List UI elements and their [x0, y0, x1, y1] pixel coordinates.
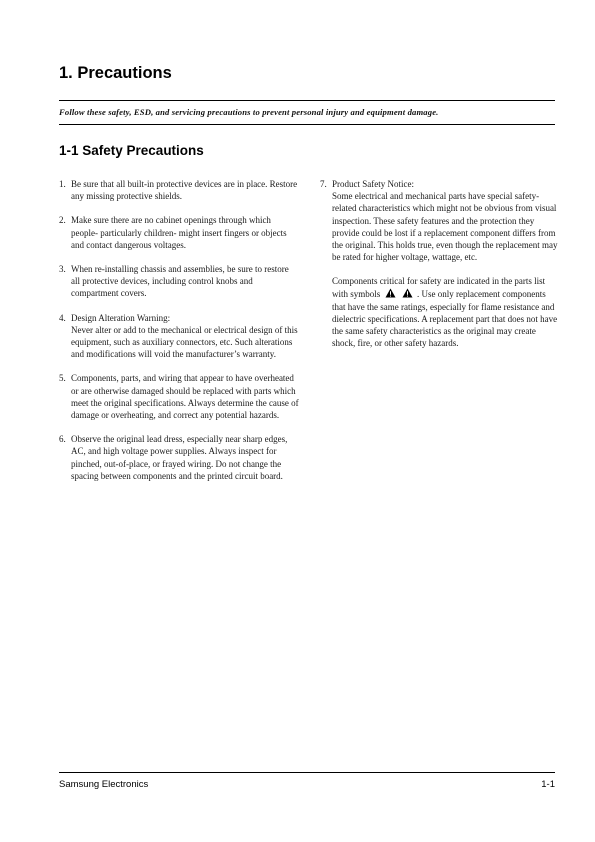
item-number: 4. — [59, 312, 66, 323]
intro-text: Follow these safety, ESD, and servicing precautions to prevent personal injury and equipment damage. — [59, 107, 439, 117]
item-text: Never alter or add to the mechanical or electrical design of this equipment, such as auxiliary connectors, etc. Such alterations and modifications will void the manufacturer’s warranty. — [71, 324, 298, 360]
footer-page-number: 1-1 — [541, 779, 555, 790]
left-column — [59, 178, 299, 494]
item-number: 2. — [59, 215, 66, 226]
section-title: 1-1 Safety Precautions — [59, 143, 204, 158]
item-heading: Design Alteration Warning: — [71, 312, 171, 323]
right-column — [320, 178, 560, 362]
item-text: Some electrical and mechanical parts have special safety-related characteristics which might not be obvious from visual inspection. These safety features and the protection they provide could be lost if a replacement component differs from the original. This holds true, even though the replacement may be rated for higher voltage, wattage, etc. — [332, 191, 558, 263]
item-paragraph — [332, 275, 560, 349]
intro-divider — [59, 124, 555, 125]
item-text: When re-installing chassis and assemblies, be sure to restore all protective devices, including control knobs and compartment covers. — [71, 264, 289, 299]
chapter-title: 1. Precautions — [59, 64, 172, 82]
footer-company: Samsung Electronics — [59, 779, 149, 790]
item-text-before-symbols: Components critical for safety are indicated in the parts list with symbols — [332, 276, 546, 299]
warning-triangle-icon — [402, 288, 413, 301]
list-item — [59, 214, 299, 251]
list-item — [59, 312, 299, 361]
item-text-after-symbols: . Use only replacement components that have the same ratings, especially for flame resistance and dielectric specifications. A replacement part that does not have the same safety characteristics as the original may create shock, fire, or other safety hazards. — [332, 288, 558, 349]
list-item — [59, 372, 299, 421]
list-item — [59, 433, 299, 482]
item-heading: Product Safety Notice: — [332, 179, 414, 189]
item-number: 7. — [320, 179, 327, 189]
item-number: 5. — [59, 373, 66, 384]
list-item — [59, 263, 299, 300]
list-item — [59, 178, 299, 202]
warning-triangle-icon — [385, 288, 396, 301]
item-number: 1. — [59, 179, 66, 189]
item-text: Observe the original lead dress, especially near sharp edges, AC, and high voltage power supplies. Always inspect for pinched, out-of-place, or frayed wiring. Do not change the spacing between components and the printed circuit board. — [71, 434, 288, 481]
item-number: 3. — [59, 264, 66, 275]
footer-divider — [59, 772, 555, 773]
item-text: Be sure that all built-in protective devices are in place. Restore any missing protective shields. — [71, 179, 298, 202]
item-text: Components, parts, and wiring that appear to have overheated or are otherwise damaged should be replaced with parts which meet the original specifications. Always determine the cause of damage or overheating, and correct any potential hazards. — [71, 373, 299, 421]
item-number: 6. — [59, 434, 66, 445]
top-divider — [59, 100, 555, 101]
item-text: Make sure there are no cabinet openings through which people- particularly children- might insert fingers or objects and contact dangerous voltages. — [71, 215, 287, 250]
list-item — [320, 178, 560, 350]
